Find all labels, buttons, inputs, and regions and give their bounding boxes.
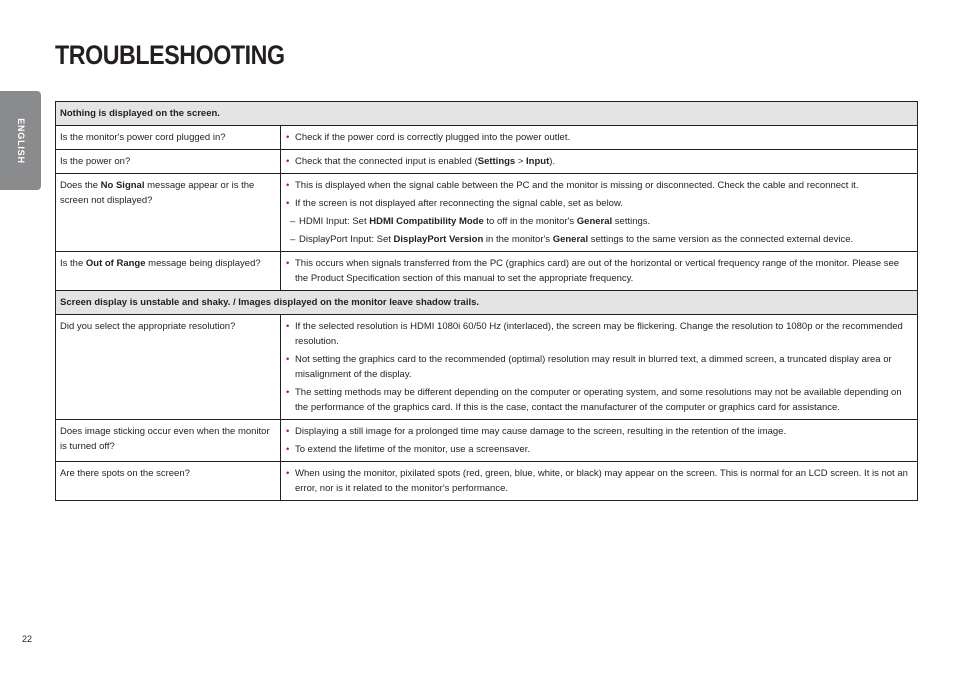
solution-cell	[281, 150, 918, 174]
solution-list	[285, 256, 913, 286]
solution-list	[285, 154, 913, 169]
question-cell	[56, 174, 281, 252]
question-text: Are there spots on the screen?	[60, 468, 190, 479]
table-row	[56, 420, 918, 462]
solution-sub-item	[285, 232, 913, 247]
solution-text: >	[515, 156, 527, 167]
solution-sub-item	[285, 214, 913, 229]
solution-text: settings.	[612, 216, 651, 227]
troubleshooting-table-body	[56, 102, 918, 501]
solution-text: ).	[549, 156, 556, 167]
table-row	[56, 462, 918, 501]
solution-text: This is displayed when the signal cable between the PC and the monitor is missing or disconnected. Check the cable and reconnect it.	[295, 180, 859, 191]
solution-text: Not setting the graphics card to the recommended (optimal) resolution may result in blurred text, a dimmed screen, a truncated display area or misalignment of the display.	[295, 354, 892, 380]
language-tab	[0, 91, 41, 190]
section-header-row	[56, 291, 918, 315]
solution-text: HDMI Input: Set	[299, 216, 370, 227]
solution-text: To extend the lifetime of the monitor, use a screensaver.	[295, 444, 530, 455]
question-text: Does image sticking occur even when the monitor is turned off?	[60, 426, 270, 452]
solution-text: If the screen is not displayed after reconnecting the signal cable, set as below.	[295, 198, 623, 209]
solution-cell	[281, 126, 918, 150]
solution-text: Displaying a still image for a prolonged time may cause damage to the screen, resulting in the retention of the image.	[295, 426, 787, 437]
solution-cell	[281, 315, 918, 420]
solution-cell	[281, 252, 918, 291]
question-text: Is the	[60, 258, 86, 269]
solution-list	[285, 466, 913, 496]
solution-text: to off in the monitor's	[483, 216, 577, 227]
page-number: 22	[22, 634, 33, 644]
table-row	[56, 126, 918, 150]
troubleshooting-table	[55, 101, 918, 501]
section-heading: Screen display is unstable and shaky. / Images displayed on the monitor leave shadow trails.	[56, 291, 918, 315]
solution-item	[285, 154, 913, 169]
solution-text: settings to the same version as the connected external device.	[588, 234, 854, 245]
question-text: Out of Range	[85, 258, 146, 269]
question-cell	[56, 126, 281, 150]
solution-item	[285, 352, 913, 382]
solution-text: Check if the power cord is correctly plugged into the power outlet.	[295, 132, 571, 143]
solution-item	[285, 196, 913, 211]
solution-cell	[281, 174, 918, 252]
solution-text: DisplayPort Version	[393, 234, 484, 245]
question-cell	[56, 420, 281, 462]
question-text: No Signal	[100, 180, 145, 191]
solution-item	[285, 466, 913, 496]
solution-text: General	[552, 234, 589, 245]
solution-item	[285, 178, 913, 193]
section-heading: Nothing is displayed on the screen.	[56, 102, 918, 126]
solution-list	[285, 130, 913, 145]
question-text: Does the	[60, 180, 101, 191]
language-tab-label: ENGLISH	[15, 117, 26, 164]
solution-item	[285, 442, 913, 457]
solution-list	[285, 178, 913, 247]
table-row	[56, 315, 918, 420]
question-text: Did you select the appropriate resolution?	[60, 321, 236, 332]
solution-text: Check that the connected input is enabled (	[295, 156, 478, 167]
table-row	[56, 150, 918, 174]
solution-text: in the monitor's	[483, 234, 553, 245]
solution-text: Input	[526, 156, 550, 167]
solution-item	[285, 424, 913, 439]
page-title: TROUBLESHOOTING	[55, 40, 285, 70]
solution-item	[285, 256, 913, 286]
solution-text: General	[576, 216, 613, 227]
solution-text: The setting methods may be different depending on the computer or operating system, and some resolutions may not be available depending on the performance of the graphics card. If this is the case, contact the manufacturer of the computer or graphics card for assistance.	[295, 387, 902, 413]
table-row	[56, 252, 918, 291]
question-text: Is the power on?	[60, 156, 131, 167]
question-cell	[56, 252, 281, 291]
solution-list	[285, 319, 913, 415]
question-cell	[56, 315, 281, 420]
solution-text: HDMI Compatibility Mode	[369, 216, 484, 227]
solution-item	[285, 385, 913, 415]
solution-text: DisplayPort Input: Set	[299, 234, 394, 245]
solution-list	[285, 424, 913, 457]
solution-text: This occurs when signals transferred from the PC (graphics card) are out of the horizontal or vertical frequency range of the monitor. Please see the Product Specification section of this manual to set the appropriate frequency.	[295, 258, 900, 284]
question-cell	[56, 150, 281, 174]
question-cell	[56, 462, 281, 501]
question-text: message appear or is the screen not displayed?	[60, 180, 255, 206]
solution-cell	[281, 462, 918, 501]
question-text: message being displayed?	[145, 258, 261, 269]
question-text: Is the monitor's power cord plugged in?	[60, 132, 226, 143]
table-row	[56, 174, 918, 252]
solution-cell	[281, 420, 918, 462]
solution-text: When using the monitor, pixilated spots (red, green, blue, white, or black) may appear on the screen. This is normal for an LCD screen. It is not an error, nor is it related to the monitor's performance.	[295, 468, 908, 494]
section-header-row	[56, 102, 918, 126]
solution-item	[285, 319, 913, 349]
solution-text: Settings	[477, 156, 516, 167]
solution-item	[285, 130, 913, 145]
solution-text: If the selected resolution is HDMI 1080i 60/50 Hz (interlaced), the screen may be flickering. Change the resolution to 1080p or the recommended resolution.	[295, 321, 903, 347]
